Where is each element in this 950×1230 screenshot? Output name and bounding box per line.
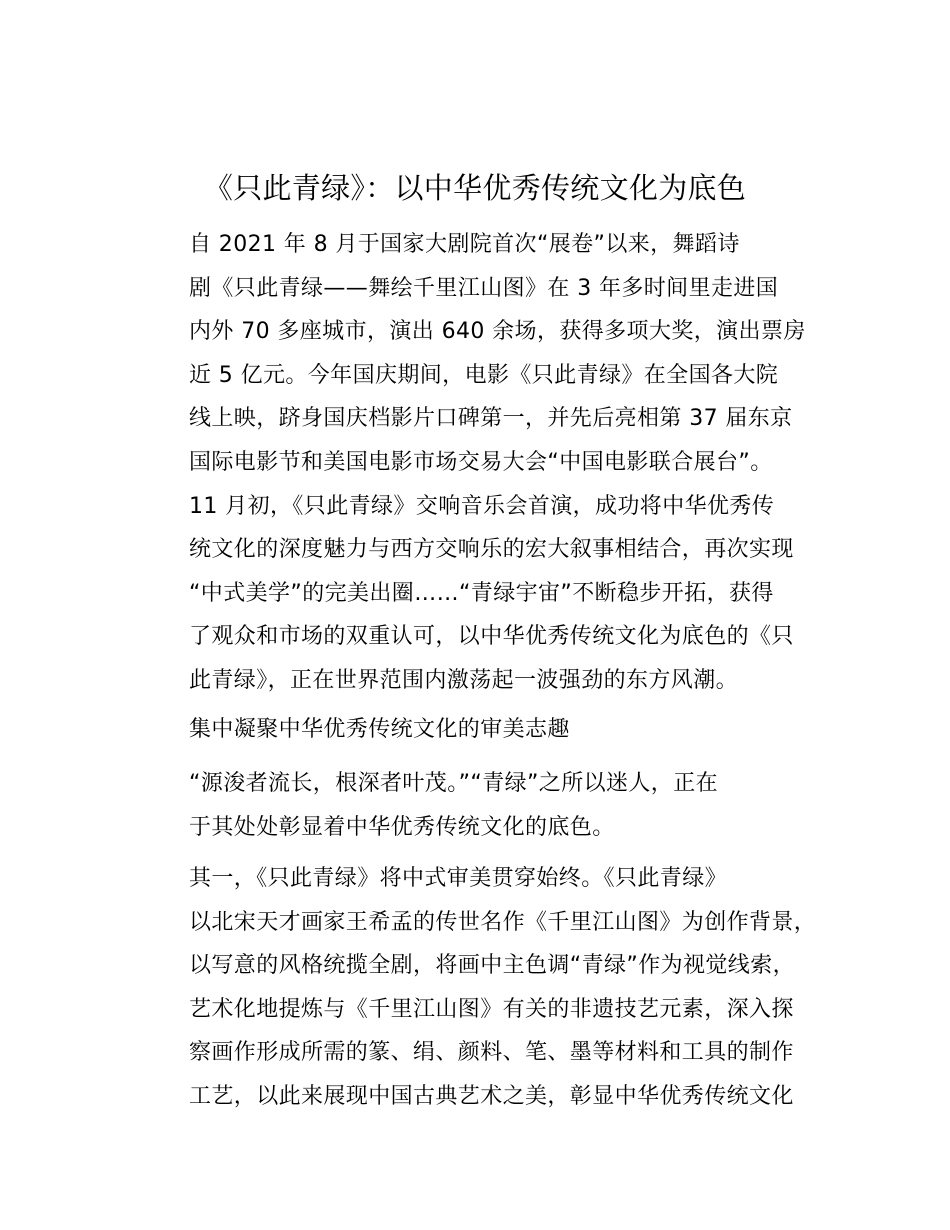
paragraph-line: 剧《只此青绿——舞绘千里江山图》在 3 年多时间里走进国	[189, 275, 779, 301]
paragraph-line: 近 5 亿元。今年国庆期间，电影《只此青绿》在全国各大院	[189, 362, 779, 388]
paragraph-line: 以写意的风格统揽全剧，将画中主色调“青绿”作为视觉线索，	[189, 953, 795, 979]
paragraph-line: 统文化的深度魅力与西方交响乐的宏大叙事相结合，再次实现	[189, 537, 794, 563]
paragraph-line: 以北宋天才画家王希孟的传世名作《千里江山图》为创作背景，	[189, 909, 817, 935]
paragraph-line: 此青绿》，正在世界范围内激荡起一波强劲的东方风潮。	[189, 667, 739, 693]
paragraph-intro	[141, 223, 841, 703]
paragraph-line: 了观众和市场的双重认可，以中华优秀传统文化为底色的《只	[189, 624, 794, 650]
paragraph-line: 于其处处彰显着中华优秀传统文化的底色。	[189, 814, 615, 840]
section-heading	[141, 708, 841, 752]
paragraph-quote	[141, 762, 841, 849]
paragraph-line: 艺术化地提炼与《千里江山图》有关的非遗技艺元素，深入探	[189, 996, 794, 1022]
paragraph-line: 自 2021 年 8 月于国家大剧院首次“展卷”以来，舞蹈诗	[189, 232, 740, 257]
paragraph-line: 线上映，跻身国庆档影片口碑第一，并先后亮相第 37 届东京	[189, 406, 793, 432]
paragraph-line: 其一，《只此青绿》将中式审美贯穿始终。《只此青绿》	[189, 866, 728, 891]
paragraph-line: 察画作形成所需的篆、绢、颜料、笔、墨等材料和工具的制作	[189, 1040, 794, 1066]
paragraph-line: 工艺，以此来展现中国古典艺术之美，彰显中华优秀传统文化	[189, 1083, 794, 1109]
paragraph-line: “中式美学”的完美出圈……“青绿宇宙”不断稳步开拓，获得	[189, 580, 774, 606]
paragraph-line: “源浚者流长，根深者叶茂。”“青绿”之所以迷人，正在	[189, 771, 718, 796]
document-title: 《只此青绿》：以中华优秀传统文化为底色	[203, 171, 747, 205]
paragraph-line: 内外 70 多座城市，演出 640 余场，获得多项大奖，演出票房	[189, 319, 806, 345]
paragraph-line: 11 月初，《只此青绿》交响音乐会首演，成功将中华优秀传	[189, 493, 775, 519]
paragraph-point-one	[141, 857, 841, 1119]
paragraph-line: 国际电影节和美国电影市场交易大会“中国电影联合展台”。	[189, 449, 773, 475]
section-heading-text: 集中凝聚中华优秀传统文化的审美志趣	[189, 717, 570, 742]
